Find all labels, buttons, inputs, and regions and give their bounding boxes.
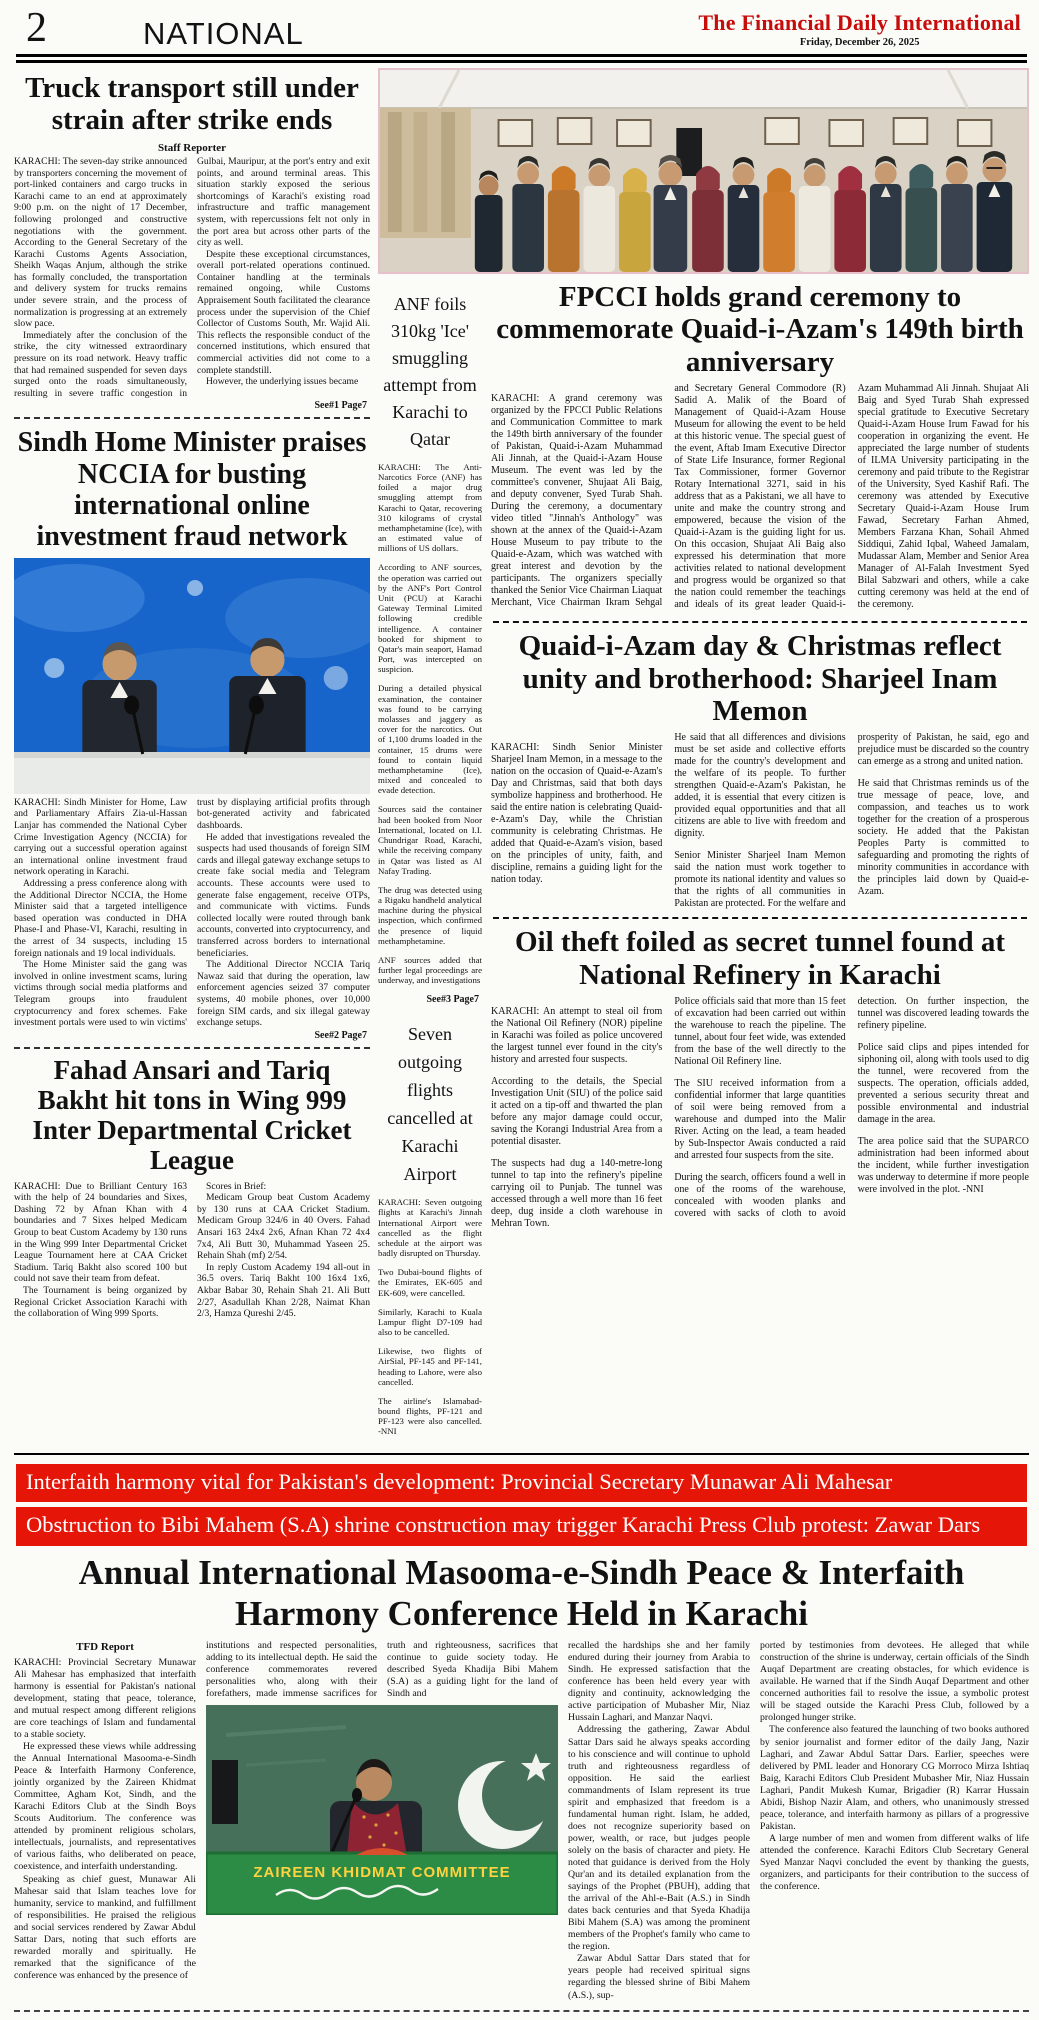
fpcci-photo-art: [380, 70, 1027, 272]
flights-headline: Seven outgoing flights cancelled at Karachi Airport: [387, 1024, 473, 1184]
masthead-block: [698, 10, 1021, 48]
paragraph: KARACHI: Sindh Senior Minister Sharjeel Inam Memon, in a message to the nation on the occasion of Quaid-e-Azam's Day and Christmas, said that both days symbolize happiness and brotherhood. He said the entire nation is celebrating Quaid-e-Azam's Day, while the Christian community is celebrating Christmas. He added that Quaid-e-Azam's vision, based on the principles of unity, faith, and discipline, remains a guiding light for the nation today.: [491, 742, 663, 886]
oil-theft-headline: Oil theft foiled as secret tunnel found at National Refinery in Karachi: [514, 926, 1006, 991]
main-content: [14, 68, 1029, 1445]
conference-mid-text: institutions and respected personalities, adding to its intellectual depth. He said the conference commemorates revered personalities who, along with their forefathers, made immense sacrifices for truth and righteousness, sacrifices that continue to guide society today. He described Syeda Khadija Bibi Mahem (S.A) as a guiding light for the land of Sindh and: [206, 1640, 558, 1700]
paragraph: However, the underlying issues became: [206, 376, 359, 388]
below-photo-region: [378, 279, 1029, 1445]
newspaper-name: The Financial Daily International: [698, 10, 1021, 35]
oil-theft-body: [491, 996, 1029, 1230]
paragraph: Sources said the container had been booked from Noor International, located on I.I. Chundrigar Road, Karachi, while the receiving company in Qatar was listed as Al Nafay Trading.: [378, 804, 482, 876]
paragraph: Senior Minister Sharjeel Inam Memon said the nation must work together to promote its national identity and values so that the rights of all communities in Pakistan are protected. For the welfare and prosperity of Pakistan, he said, ego and prejudice must be discarded so the country can emerge as a strong and united nation.: [674, 732, 1029, 910]
divider: [14, 417, 370, 419]
paragraph: KARACHI: The Anti-Narcotics Force (ANF) has foiled a major drug smuggling attempt from Karachi to Qatar, recovering 310 kilograms of crystal methamphetamine (Ice), with an estimated value of millions of US dollars.: [378, 461, 482, 554]
paragraph: The Tournament is being organized by Regional Cricket Association Karachi with the collaboration of Wing 999 Sports.: [14, 1285, 187, 1320]
paragraph: KARACHI: Due to Brilliant Century 163 with the help of 24 boundaries and Sixes, Dashing 72 by Afnan Khan with 4 boundaries and 7 Sixes helped Medicam Group to beat Custom Academy by 130 runs in the Wing 999 Inter Departmental Cricket League Tournament here at CAA Cricket Stadium. Tariq Bakht also scored 100 but could not save their team from defeat.: [14, 1180, 187, 1285]
paragraph: The airline's Islamabad-bound flights, PF-121 and PF-123 were also cancelled. -NNI: [378, 1395, 482, 1437]
paragraph: Addressing a press conference along with the Additional Director NCCIA, the Home Minister said that a targeted intelligence based operation was conducted in DHA Phase-I and Phase-VI, Karachi, resulting in the arrest of 34 suspects, including 15 foreign nationals and 19 local individuals.: [14, 878, 187, 959]
photo-banner-text: ZAIREEN KHIDMAT COMMITTEE: [253, 1864, 511, 1882]
truck-body: [14, 156, 370, 399]
article-conference: [14, 1552, 1029, 2002]
conference-middle: [206, 1640, 558, 2001]
header-double-rule: [16, 54, 1027, 63]
paragraph: Addressing the gathering, Zawar Abdul Sattar Dars said he always speaks according to his conscience and will continue to uphold truth and righteousness regardless of opposition. He said the earliest commandments of Islam represent its true spirit and emphasized that freedom is a fundamental human right. Islam, he added, does not recognize superiority based on power, wealth, or race, but judges people solely on the basis of character and piety. He noted that guidance is derived from the Holy Qur'an and its detailed explanation from the sayings of the Prophet (PBUH), adding that the arrival of the Ahl-e-Bait (A.S.) in Sindh dates back centuries and that Syeda Khadija Bibi Mahem (S.A) was among the prominent members of the Prophet's family who came to the region.: [568, 1724, 750, 1953]
paragraph: He expressed these views while addressing the Annual International Masooma-e-Sindh Peace & Interfaith Harmony Conference, jointly organized by the Zaireen Khidmat Committee, Agham Kot, Sindh, and the Karachi Editors Club at the Sindh Boys Scouts Auditorium. The conference was attended by prominent religious scholars, intellectuals, journalists, and representatives of various faiths, who deliberated on peace, coexistence, and interfaith understanding.: [14, 1741, 196, 1873]
paragraph: The drug was detected using a Rigaku handheld analytical machine during the physical inspection, which confirmed the presence of liquid methamphetamine.: [378, 884, 482, 946]
cricket-headline: Fahad Ansari and Tariq Bakht hit tons in Wing 999 Inter Departmental Cricket League: [32, 1054, 352, 1176]
truck-continuation: See#1 Page7: [314, 400, 367, 412]
conference-col4: [568, 1640, 750, 2001]
nccia-photo-art: [14, 558, 370, 794]
red-banner: [16, 1464, 1027, 1545]
fpcci-headline: FPCCI holds grand ceremony to commemorate Quaid-i-Azam's 149th birth anniversary: [496, 281, 1024, 378]
paragraph: Police said clips and pipes intended for siphoning oil, along with tools used to dig the tunnel, were recovered from the suspects. The operation, officials added, prevented a serious security threat and possible environmental and industrial damage in the area.: [857, 1042, 1029, 1126]
quaid-day-headline: Quaid-i-Azam day & Christmas reflect unity and brotherhood: Sharjeel Inam Memon: [518, 630, 1002, 728]
paragraph: ported by testimonies from devotees. He alleged that while construction of the shrine is underway, certain officials of the Sindh Auqaf Department are creating obstacles, for which evidence is available. He warned that if the Sindh Auqaf Department and other concerned authorities fail to resolve the issue, a symbolic protest will be staged outside the Karachi Press Club, followed by a prolonged hunger strike.: [760, 1640, 1029, 1724]
fpcci-group-photo: [378, 68, 1029, 274]
nccia-headline: Sindh Home Minister praises NCCIA for busting international online investment fraud network: [17, 427, 367, 553]
section-title: NATIONAL: [143, 15, 304, 51]
page-bottom-rule: [14, 2010, 1029, 2012]
paragraph: recalled the hardships she and her family endured during their journey from Arabia to Sindh. He expressed satisfaction that the conference has been held every year with dignity and continuity, acknowledging the active participation of Mubasher Mir, Niaz Hussain Laghari, and Manzar Naqvi.: [568, 1640, 750, 1724]
issue-date: Friday, December 26, 2025: [799, 37, 920, 48]
paragraph: He said that Christmas reminds us of the true message of peace, love, and compassion, and teaches us to work together for the creation of a prosperous society. He added that the Pakistan Peoples Party is committed to safeguarding and promoting the rights of minority communities in accordance with the principles laid down by Quaid-e-Azam.: [857, 778, 1029, 898]
article-fpcci: [491, 281, 1029, 614]
paragraph: Scores in Brief:: [206, 1180, 267, 1192]
paragraph: KARACHI: Sindh Minister for Home, Law and Parliamentary Affairs Zia-ul-Hassan Lanjar has commended the National Cyber Crime Investigation Agency (NCCIA) for carrying out a successful operation against an international online investment fraud network operating in Karachi.: [14, 796, 187, 878]
middle-column: [378, 279, 482, 1445]
paragraph: The SIU received information from a confidential informer that large quantities of soil were being removed from a warehouse and dumped into the Malir River. Acting on the lead, a team headed by Sub-Inspector Awais conducted a raid and arrested four suspects from the site.: [674, 1078, 846, 1162]
paragraph: Similarly, Karachi to Kuala Lampur flight D7-109 had also to be cancelled.: [378, 1306, 482, 1338]
nccia-body: [14, 797, 370, 1029]
paragraph: KARACHI: Provincial Secretary Munawar Ali Mahesar has emphasized that interfaith harmony is essential for Pakistan's national development, stating that peace, tolerance, and mutual respect among different religions are core teachings of Islam and fundamental to a stable society.: [14, 1656, 196, 1740]
article-nccia-fraud: [14, 427, 370, 1040]
banner-line-2: Obstruction to Bibi Mahem (S.A) shrine construction may trigger Karachi Press Club protest: Zawar Dars: [16, 1507, 1027, 1545]
paragraph: During the search, officers found a well in one of the rooms of the warehouse, concealed with wooden planks and covered with sacks of cloth to avoid detection. On further inspection, the tunnel was discovered leading towards the refinery pipeline.: [674, 996, 1029, 1220]
conference-col5: [760, 1640, 1029, 2001]
left-column: [14, 68, 370, 1445]
paragraph: During a detailed physical examination, the container was found to be carrying molasses and jaggery as cover for the narcotics. Out of 1,100 drums loaded in the container, 15 drums were found to contain liquid methamphetamine (Ice), mixed and concealed to evade detection.: [378, 683, 482, 796]
article-oil-theft: [491, 926, 1029, 1230]
paragraph: Police officials said that more than 15 feet of excavation had been carried out within the warehouse to reach the pipeline. The tunnel, about four feet wide, was extended from the base of the well directly to the National Oil Refinery line.: [674, 996, 846, 1068]
paragraph: Speaking as chief guest, Munawar Ali Mahesar said that Islam teaches love for humanity, service to mankind, and fulfillment of responsibilities. He praised the religious and social services rendered by Zawar Abdul Sattar Dars, noting that such efforts are rewarded morally and spiritually. He remarked that the significance of the conference was enhanced by the presence of: [14, 1873, 196, 1981]
conference-col1: [14, 1640, 196, 2001]
paragraph: According to ANF sources, the operation was carried out by the ANF's Port Control Unit (PCU) at Karachi Gateway Terminal Limited following credible intelligence. A container booked for shipment to Qatar's main seaport, Hamad Port, was intercepted on suspicion.: [378, 562, 482, 675]
speaker-box: [212, 1760, 238, 1824]
banner-line-1: Interfaith harmony vital for Pakistan's development: Provincial Secretary Munawar Ali Mahesar: [16, 1464, 1027, 1502]
anf-body: [378, 462, 482, 986]
conference-photo-art: [206, 1705, 558, 1915]
page-header: [14, 4, 1029, 54]
paragraph: KARACHI: A grand ceremony was organized by the FPCCI Public Relations and Communication Committee to mark the 149th birth anniversary of the founder of Pakistan, Quaid-i-Azam Muhammad Ali Jinnah, at the Quaid-i-Azam House Museum. The event was led by the committee's convener, Shujaat Ali Baig, and deputy convener, Syed Turab Shah. During the ceremony, a documentary video titled "Jinnah's Anthology" was shown at the annex of the Quaid-i-Azam House Museum to pay tribute to the Quaid-e-Azam, which was watched with great interest and devotion by the participants. The organizers specially thanked the Senior Vice Chairman Liaquat Merchant, Vice Chairman Ikram Sehgal and Secretary General Commodore (R) Sadid A. Malik of the Board of Management of Quaid-i-Azam House Museum for allowing the event to be held at this historic venue. The special guest of the event, Aftab Imam Executive Director of State Life Insurance, former Regional Tax Commissioner, former Governor Rotary International 3271, said in his address that as a Pakistani, we all have to unite and make the country strong and empowered, because the vision of the Quaid-i-Azam is the guiding light for us. On this occasion, Shujaat Ali Baig also expressed his determination that more activities related to national development and progress would be organized so that the nation could remember the teachings and ideals of its great leader Quaid-i-Azam Muhammad Ali Jinnah. Shujaat Ali Baig and Syed Turab Shah expressed special gratitude to Executive Secretary Quaid-i-Azam House Irum Fawad for his cooperation in organizing the event. He appreciated the large number of students of ILMA University participating in the ceremony and paid tribute to the Registrar of the University, Syed Kashif Rafi. The ceremony was attended by Executive Secretary Quaid-i-Azam House Irum Fawad, Secretary Farhan Ahmed, Members Farzana Khan, Sohail Ahmed Siddiqui, Zahid Iqbal, Waheed Jamalam, Mudassar Alam, Member and Senior Area Manager of Al-Falah Investment Syed Bilal Sabzwari and others, while a cake cutting ceremony was held at the end of the ceremony.: [491, 383, 1029, 611]
paragraph: In reply Custom Academy 194 all-out in 36.5 overs. Tariq Bakht 100 16x4 1x6, Akbar Babar 30, Rehain Shah 21. Ali Butt 2/27, Asadullah Khan 2/28, Naimat Khan 2/3, Hamza Qureshi 2/45.: [197, 1261, 370, 1320]
paragraph: Zawar Abdul Sattar Dars stated that for years people had received spiritual signs regarding the blessed shrine of Bibi Mahem (A.S.), sup-: [568, 1953, 750, 2001]
fpcci-body: [491, 383, 1029, 614]
nccia-continuation: See#2 Page7: [314, 1029, 367, 1041]
divider: [14, 1047, 370, 1049]
anf-continuation: See#3 Page7: [426, 994, 479, 1006]
paragraph: Two Dubai-bound flights of the Emirates, EK-605 and EK-609, were cancelled.: [378, 1267, 482, 1298]
paragraph: He added that investigations revealed the suspects had used thousands of foreign SIM cards and illegal gateway exchange setups to create fake social media and Telegram accounts. These accounts were used to generate false engagement, receive OTPs, and communicate with victims. Funds collected locally were routed through bank accounts, converted into cryptocurrency, and transferred across borders to international beneficiaries.: [197, 831, 370, 959]
truck-byline: Staff Reporter: [157, 141, 227, 154]
paragraph: Medicam Group beat Custom Academy by 130 runs at CAA Cricket Stadium. Medicam Group 324/6 in 40 Overs. Fahad Ansari 163 24x4 2x6, Afnan Khan 72 4x4 7x4, Ali Butt 30, Muhammad Yaseen 25. Rehain Shah (mf) 2/54.: [197, 1192, 370, 1262]
article-truck-strike: [14, 72, 370, 411]
paragraph: The suspects had dug a 140-metre-long tunnel to tap into the refinery's pipeline carrying oil to Punjab. The tunnel was accessed through a well more than 16 feet deep, dug inside a cloth warehouse in Mehran Town.: [491, 1158, 663, 1230]
article-cricket: [14, 1055, 370, 1320]
paragraph: KARACHI: An attempt to steal oil from the National Oil Refinery (NOR) pipeline in Karachi was foiled as police uncovered the largest tunnel ever found in the city's history and arrested four suspects.: [491, 1006, 663, 1066]
divider: [493, 621, 1027, 623]
divider: [493, 917, 1027, 919]
paragraph: KARACHI: The seven-day strike announced by transporters concerning the movement of port-linked containers and cargo trucks in Karachi came to an end at approximately 9:00 p.m. on the night of 17 December, following prolonged and constructive negotiations with the government. According to the General Secretary of the Karachi Customs Agents Association, Sheikh Waqas Anjum, although the strike has formally concluded, the transportation and delivery system for trucks remains under severe strain, and the process of normalization is progressing at an extremely slow pace.: [14, 155, 187, 330]
conference-speaker-photo: [206, 1705, 558, 1915]
paragraph: The Additional Director NCCIA Tariq Nawaz said that during the operation, law enforcement agencies seized 37 computer systems, 40 mobile phones, over 10,000 foreign SIM cards, and six illegal gateway exchange setups.: [197, 959, 370, 1029]
cricket-body: [14, 1181, 370, 1320]
conference-columns: [14, 1640, 1029, 2001]
paragraph: Despite these exceptional circumstances, overall port-related operations continued. Container handling at the terminals remained ongoing, while Customs Appraisement South facilitated the clearance process under the supervision of the Chief Collector of Customs South, Mr. Wajid Ali. This reflects the responsible conduct of the concerned institutions, which ensured that commercial activities did not come to a complete standstill.: [197, 248, 370, 376]
conference-col1-text: [14, 1657, 196, 1982]
right-column: [491, 279, 1029, 1445]
paragraph: The conference also featured the launching of two books authored by senior journalist and former editor of the daily Jang, Nazir Laghari, and Zawar Abdul Sattar Dars. Earlier, speeches were delivered by PML leader and Honorary CG Morroco Mirza Ishtiaq Baig, Karachi Editors Club President Mubasher Mir, Niaz Hussain Laghari, Pandit Mukesh Kumar, Brigadier (R) Karrar Hussain Abidi, Bishop Nazir Alam, and others, who unanimously stressed peace, tolerance, and interfaith harmony as pillars of a progressive Pakistan.: [760, 1724, 1029, 1832]
conference-byline: TFD Report: [76, 1641, 134, 1654]
nccia-press-photo: [14, 558, 370, 794]
article-flights: [378, 1021, 482, 1436]
banner-top-rule: [14, 1453, 1029, 1455]
paragraph: The Home Minister said the gang was involved in online investment scams, luring victims through social media platforms and Telegram groups into fraudulent cryptocurrency and forex schemes. Fake investment portals were used to win victims' trust by displaying artificial profits through bot-generated activity and fabricated dashboards.: [14, 796, 370, 1029]
paragraph: He said that all differences and divisions must be set aside and collective efforts made for the country's development and the welfare of its people. To further strengthen Quaid-e-Azam's Pakistan, he added, it is essential that every citizen is provided equal opportunities and that all citizens are able to live with freedom and dignity.: [674, 732, 846, 840]
paragraph: KARACHI: Seven outgoing flights at Karachi's Jinnah International Airport were cancelled as the flight schedule at the airport was badly disrupted on Thursday.: [378, 1197, 482, 1259]
center-right-region: [378, 68, 1029, 1445]
flights-body: [378, 1197, 482, 1436]
paragraph: Likewise, two flights of AirSial, PF-145 and PF-141, heading to Lahore, were also cancelled.: [378, 1346, 482, 1387]
conference-headline: Annual International Masooma-e-Sindh Peace & Interfaith Harmony Conference Held in Karachi: [78, 1552, 965, 1633]
quaid-day-body: [491, 732, 1029, 910]
page-number: 2: [26, 5, 47, 52]
article-anf: [378, 291, 482, 1005]
podium-banner: [206, 1848, 558, 1915]
paragraph: ANF sources added that further legal proceedings are underway, and investigations: [378, 954, 482, 986]
paragraph: A large number of men and women from different walks of life attended the conference. Karachi Editors Club Secretary General Syed Manzar Naqvi concluded the event by thanking the guests, organizers, and participants for their contribution to the success of the conference.: [760, 1832, 1029, 1893]
paragraph: Immediately after the conclusion of the strike, the city witnessed extraordinary pressure on its road network. Heavy traffic that had remained suspended for seven days surged onto the roads simultaneously, resulting in severe traffic congestion in Gulbai, Mauripur, at the port's entry and exit points, and around terminal areas. This situation starkly exposed the serious shortcomings of Karachi's existing road infrastructure and traffic management system, with repercussions felt not only in the port area but across other parts of the city as well.: [14, 155, 370, 399]
anf-headline: ANF foils 310kg 'Ice' smuggling attempt from Karachi to Qatar: [383, 294, 477, 449]
paragraph: According to the details, the Special Investigation Unit (SIU) of the police said it acted on a tip-off and thwarted the plan before any major damage could occur, saving the Korangi Industrial Area from a potential disaster.: [491, 1076, 663, 1148]
article-quaid-day: [491, 630, 1029, 910]
paragraph: The area police said that the SUPARCO administration had been informed about the incident, while further investigation was underway to determine if more people were involved in the plot. -NNI: [857, 1136, 1029, 1196]
truck-headline: Truck transport still under strain after strike ends: [25, 72, 359, 137]
